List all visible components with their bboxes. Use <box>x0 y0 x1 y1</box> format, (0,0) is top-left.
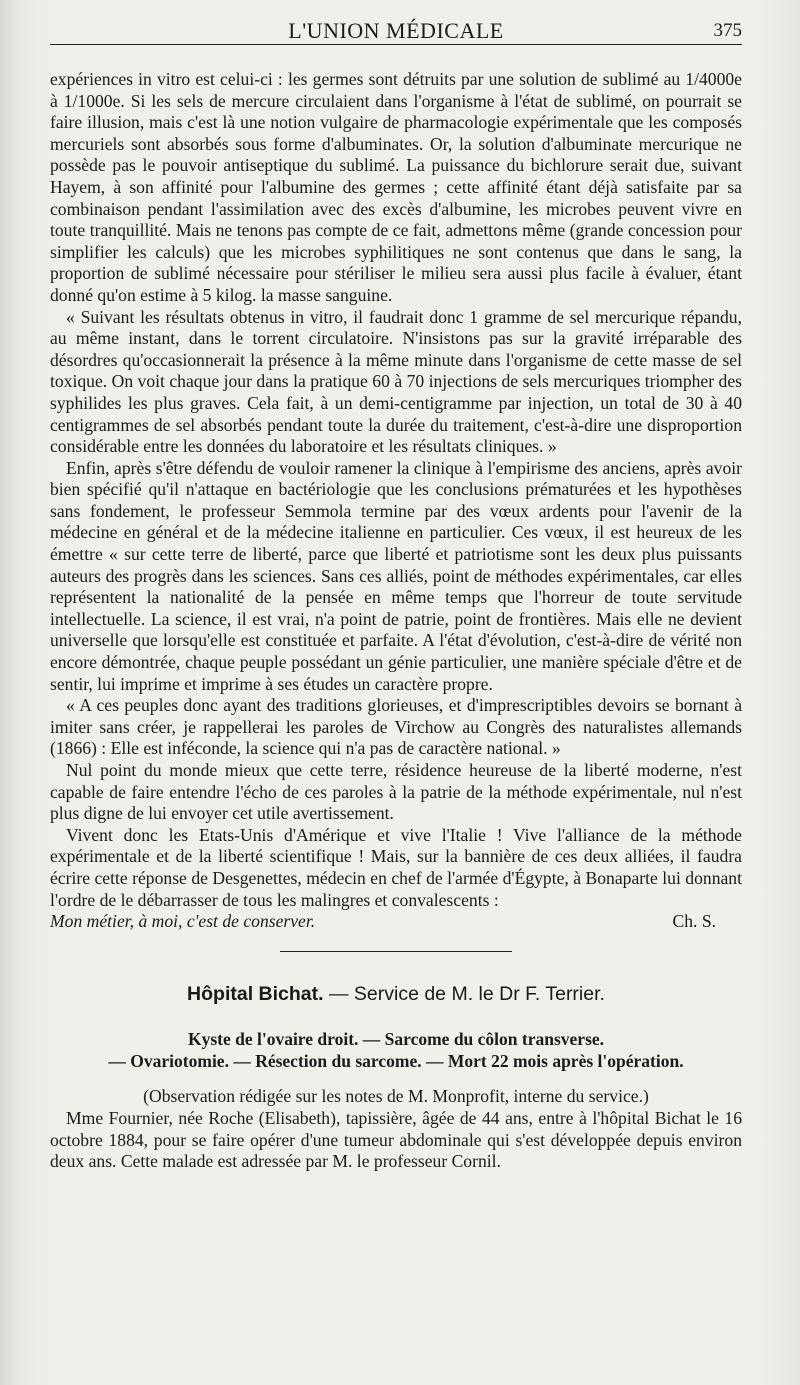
case-title <box>50 1028 742 1072</box>
service-name: — Service de M. le Dr F. Terrier. <box>323 982 605 1005</box>
page-header <box>50 0 742 45</box>
section-heading <box>50 984 742 1006</box>
author-signature: Ch. S. <box>672 911 716 932</box>
closing-quote: Mon métier, à moi, c'est de conserver. <box>50 911 316 932</box>
closing-line <box>50 911 742 933</box>
hospital-name: Hôpital Bichat. <box>187 982 324 1005</box>
running-title: L'UNION MÉDICALE <box>288 18 504 43</box>
observation-note: (Observation rédigée sur les notes de M. Monprofit, interne du service.) <box>143 1086 649 1107</box>
paragraph-3: Enfin, après s'être défendu de vouloir ramener la clinique à l'empirisme des anciens, après avoir bien spécifié qu'il n'attaque en bactériologie que les conclusions prématurées et les hypothèses sans fondement, le professeur Semmola termine par des vœux ardents pour l'avenir de la médecine en général et de la médecine italienne en particulier. Ces vœux, il est heureux de les émettre « sur cette terre de liberté, parce que liberté et patriotisme sont les deux plus puissants auteurs des progrès dans les sciences. Sans ces alliés, point de méthodes expérimentales, car elles représentent la nationalité de la pensée en même temps que l'horreur de toute servitude intellectuelle. La science, il est vrai, n'a point de patrie, point de frontières. Mais elle ne devient universelle que lorsqu'elle est constituée et parfaite. A l'état d'évolution, c'est-à-dire de vérité non encore démontrée, chaque peuple possédant un génie particulier, une manière spéciale d'être et de sentir, lui imprime et imprime à ses études un caractère propre. <box>50 457 742 694</box>
article-body <box>50 69 742 1173</box>
paragraph-6: Vivent donc les Etats-Unis d'Amérique et vive l'Italie ! Vive l'alliance de la méthode expérimentale et de la liberté scientifique ! Mais, sur la bannière de ces deux alliées, il faudra écrire cette réponse de Desgenettes, médecin en chef de l'armée d'Égypte, à Bonaparte lui donnant l'ordre de le débarrasser de tous les malingres et convalescents : <box>50 824 742 910</box>
case-title-line-1: Kyste de l'ovaire droit. — Sarcome du côlon transverse. <box>187 1029 605 1050</box>
section-divider <box>280 951 512 952</box>
paragraph-1: expériences in vitro est celui-ci : les germes sont détruits par une solution de sublimé au 1/4000e à 1/1000e. Si les sels de mercure circulaient dans l'organisme à l'état de sublimé, on pourrait se faire illusion, mais c'est là une notion vulgaire de pharmacologie expérimentale que les composés mercuriels sont absorbés sous forme d'albuminates. Or, la solution d'albuminate mercurique ne possède pas le pouvoir antiseptique du sublimé. La puissance du bichlorure serait due, suivant Hayem, à son affinité pour l'albumine des germes ; cette affinité étant déjà satisfaite par sa combinaison pendant l'assimilation avec des excès d'albumine, les microbes peuvent vivre en toute tranquillité. Mais ne tenons pas compte de ce fait, admettons même (grande concession pour simplifier les calculs) que les microbes syphilitiques ne sont contenus que dans le sang, la proportion de sublimé nécessaire pour stériliser le milieu sera aussi plus facile à évaluer, étant donné qu'on estime à 5 kilog. la masse sanguine. <box>50 69 742 305</box>
case-intro: Mme Fournier, née Roche (Elisabeth), tapissière, âgée de 44 ans, entre à l'hôpital Bichat le 16 octobre 1884, pour se faire opérer d'une tumeur abdominale qui s'est développée depuis environ deux ans. Cette malade est adressée par M. le professeur Cornil. <box>50 1107 742 1172</box>
page-number: 375 <box>713 20 742 41</box>
case-title-line-2: — Ovariotomie. — Résection du sarcome. — Mort 22 mois après l'opération. <box>108 1051 684 1072</box>
paragraph-5: Nul point du monde mieux que cette terre, résidence heureuse de la liberté moderne, n'est capable de faire entendre l'écho de ces paroles à la patrie de la méthode expérimentale, nul n'est plus digne de lui envoyer cet utile avertissement. <box>50 760 742 824</box>
paragraph-2: « Suivant les résultats obtenus in vitro, il faudrait donc 1 gramme de sel mercurique répandu, au même instant, dans le torrent circulatoire. N'insistons pas sur la gravité irréparable des désordres qu'occasionnerait la présence à la même minute dans l'organisme de cette masse de sel toxique. On voit chaque jour dans la pratique 60 à 70 injections de sels mercuriques triompher des syphilides les plus graves. Cela fait, à un demi-centigramme par injection, un total de 30 à 40 centigrammes de sel absorbés pendant toute la durée du traitement, c'est-à-dire une disproportion considérable entre les données du laboratoire et les résultats cliniques. » <box>50 306 742 457</box>
paragraph-4: « A ces peuples donc ayant des traditions glorieuses, et d'imprescriptibles devoirs se bornant à imiter sans créer, je rappellerai les paroles de Virchow au Congrès des naturalistes allemands (1866) : Elle est inféconde, la science qui n'a pas de caractère national. » <box>50 695 742 759</box>
